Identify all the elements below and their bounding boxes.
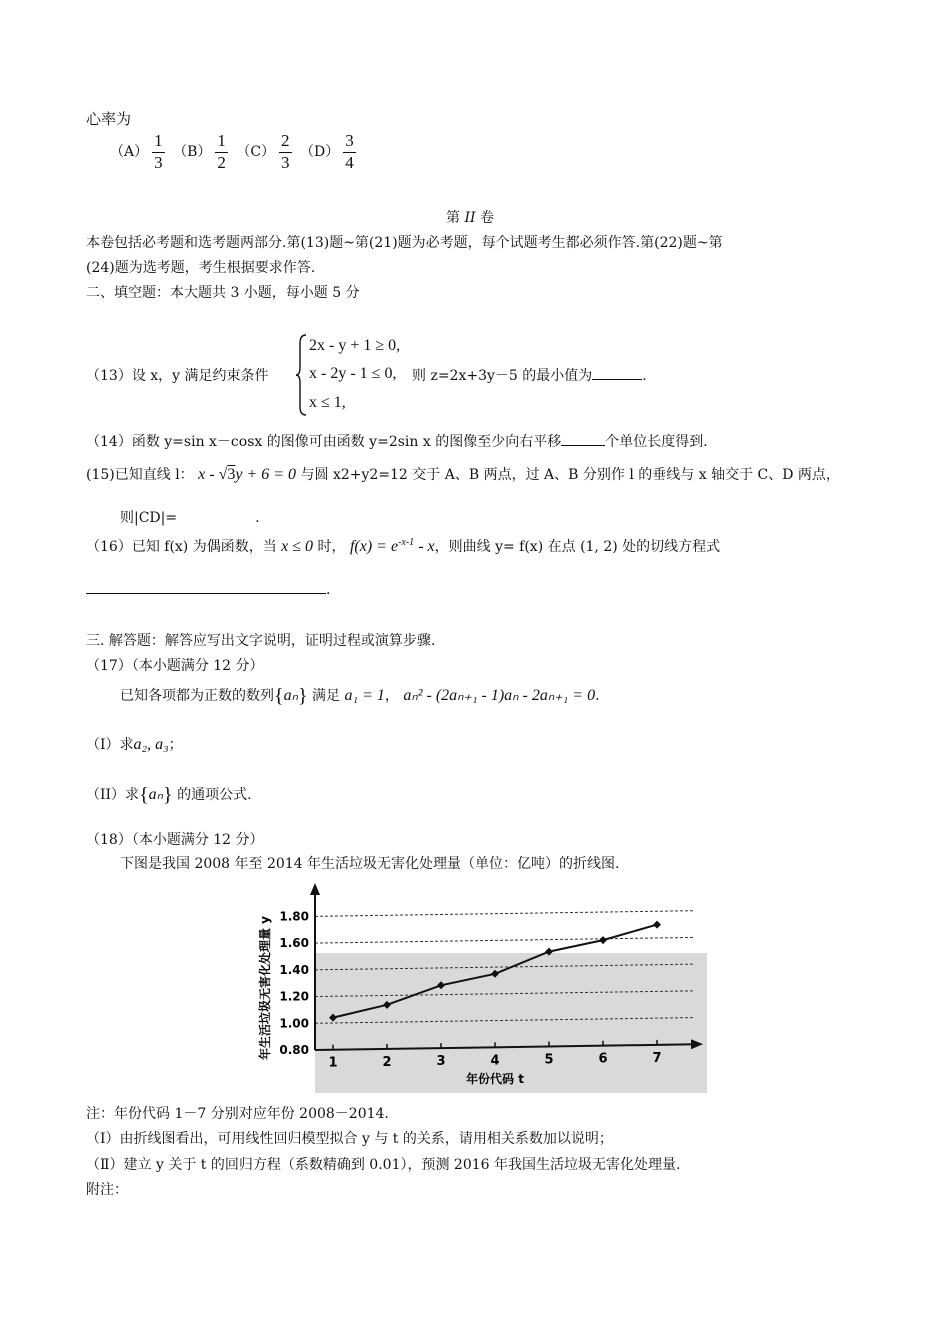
q17-p2-end: 的通项公式. [177,787,252,803]
q17-recurrence: aₙ² - (2aₙ₊₁ - 1)aₙ - 2aₙ₊₁ = 0 [403,687,596,704]
q13-end: . [642,368,647,384]
q13-tail [412,365,647,385]
frac-den: 4 [345,152,354,172]
frac-den: 3 [281,152,290,172]
line-chart [255,883,707,1093]
section2-title-pre: 第 [446,210,465,226]
chart-y-axis-label: 年生活垃圾无害化处理量 y [258,915,272,1061]
chart-y-tick-label: 1.60 [279,936,309,951]
q17-stem: 已知各项都为正数的数列{aₙ} 满足 a₁ = 1， aₙ² - (2aₙ₊₁ - 1)aₙ - 2aₙ₊₁ = 0. [120,685,600,707]
q13-left-brace [295,333,309,417]
section2-title-post: 卷 [475,210,494,226]
q14-answer-blank[interactable] [561,445,605,446]
chart-y-tick-label: 1.00 [279,1016,309,1031]
q17-p2-lead: （II）求 [86,787,140,803]
frac-num: 3 [343,132,356,153]
q17-seq: aₙ [283,687,298,704]
q15-end: . [255,510,260,526]
chart-y-tick-label: 0.80 [279,1043,309,1057]
q15-sqrt-arg: 3 [227,466,236,483]
q16-exp: -x-1 [398,537,415,548]
set-brace-close: } [297,685,308,707]
chart-x-tick-label: 6 [598,1051,608,1067]
q16-line2 [86,582,330,598]
chart-x-tick-label: 1 [328,1055,338,1071]
q12-tail-text: 心率为 [86,110,132,128]
q12-option-b-fraction [215,132,228,172]
q16-mid: 时， [317,539,346,555]
q13-lead: （13）设 x，y 满足约束条件 [86,368,269,384]
q17-part1 [86,734,183,754]
q17-stem-b: 满足 [312,688,341,704]
set-brace-open: { [139,784,149,806]
set-brace-close: } [163,784,173,806]
q13-constraint-3: x ≤ 1, [309,394,346,411]
q13-constraint-1: 2x - y + 1 ≥ 0, [309,337,401,354]
q18-head: （18）（本小题满分 12 分） [86,832,264,848]
q17-p1-lead: （I）求 [86,737,134,753]
q17-p1-math: a₂, a₃ [133,736,169,753]
q18-stem: 下图是我国 2008 年至 2014 年生活垃圾无害化处理量（单位：亿吨）的折线图. [120,856,620,872]
q13-tail-text: 则 z=2x+3y－5 的最小值为 [412,368,593,384]
q16-end: . [326,582,331,598]
q15-lead: (15)已知直线 l： [86,467,194,483]
q18-part1: （Ⅰ）由折线图看出，可用线性回归模型拟合 y 与 t 的关系，请用相关系数加以说明； [86,1131,613,1147]
chart-x-tick-label: 7 [652,1050,662,1066]
q12-option-c-label: （C） [236,144,276,161]
q15-line2-text: 则|CD|= [120,510,178,526]
q15-line2 [120,507,260,527]
q15-sqrt: √3 [218,466,236,483]
q15-eq-a: x - [198,466,219,483]
q16-func: f(x) = e [349,538,399,555]
section3-heading: 三. 解答题：解答应写出文字说明，证明过程或演算步骤. [86,633,436,649]
q14-text-a: （14）函数 y=sin x－cosx 的图像可由函数 y=2sin x 的图像至少向右平移 [86,434,562,450]
frac-num: 2 [279,132,292,153]
section2-intro-line1: 本卷包括必考题和选考题两部分.第(13)题~第(21)题为必考题，每个试题考生都必须作答.第(22)题~第 [86,235,723,251]
q18-note: 注：年份代码 1－7 分别对应年份 2008－2014. [86,1106,389,1122]
q18-appendix: 附注： [86,1182,128,1198]
frac-den: 3 [154,152,163,172]
q13-constraint-2: x - 2y - 1 ≤ 0, [309,365,397,382]
q16-tail: ，则曲线 y= f(x) 在点 (1, 2) 处的切线方程式 [434,539,721,555]
q12-options [110,132,360,172]
frac-num: 1 [215,132,228,153]
q17-rec-end: . [595,688,600,704]
q15-line1 [86,464,840,484]
q18-part2: （Ⅱ）建立 y 关于 t 的回归方程（系数精确到 0.01），预测 2016 年我国生活垃圾无害化处理量. [86,1157,681,1173]
q16-lead: （16）已知 f(x) 为偶函数，当 [86,539,277,555]
q14-line [86,431,708,451]
q16-answer-blank[interactable] [86,593,326,594]
frac-den: 2 [217,152,226,172]
fill-blank-heading: 二、填空题：本大题共 3 小题，每小题 5 分 [86,285,360,301]
q13-answer-blank[interactable] [592,379,642,380]
chart-y-tick-label: 1.40 [279,962,309,977]
q12-option-b-label: （B） [173,144,212,161]
q17-head: （17）（本小题满分 12 分） [86,658,264,674]
q17-p1-end: ； [168,737,183,753]
q17-stem-a: 已知各项都为正数的数列 [120,688,274,704]
q17-a1: a₁ = 1 [344,687,385,704]
q15-eq-b: y + 6 = 0 [235,466,297,483]
section2-intro-line2: (24)题为选考题，考生根据要求作答. [86,260,316,276]
chart-y-tick-label: 1.20 [279,989,309,1004]
q16-func-tail: - x [414,538,435,555]
section2-title-roman: II [464,210,476,226]
chart-x-tick-label: 2 [382,1054,392,1070]
q12-option-a-label: （A） [110,144,149,161]
chart-x-axis-label: 年份代码 t [466,1072,524,1086]
q16-line1 [86,536,720,556]
chart-y-tick-label: 1.80 [279,909,309,924]
frac-num: 1 [152,132,165,153]
q12-option-d-label: （D） [300,144,340,161]
q14-text-b: 个单位长度得到. [605,434,708,450]
chart-x-tick-label: 4 [490,1053,500,1069]
q15-tail: 与圆 x2+y2=12 交于 A、B 两点，过 A、B 分别作 l 的垂线与 x 轴交于 C、D 两点， [300,467,840,483]
set-brace-open: { [274,685,284,707]
q16-cond: x ≤ 0 [281,538,314,555]
q17-part2 [86,784,252,807]
chart-x-tick-label: 5 [544,1052,554,1068]
q12-option-d-fraction [343,132,356,172]
q12-option-a-fraction [152,132,165,172]
q17-seq: aₙ [148,786,164,803]
q12-option-c-fraction [279,132,292,172]
chart-x-tick-label: 3 [436,1054,446,1070]
section2-title [446,207,494,227]
